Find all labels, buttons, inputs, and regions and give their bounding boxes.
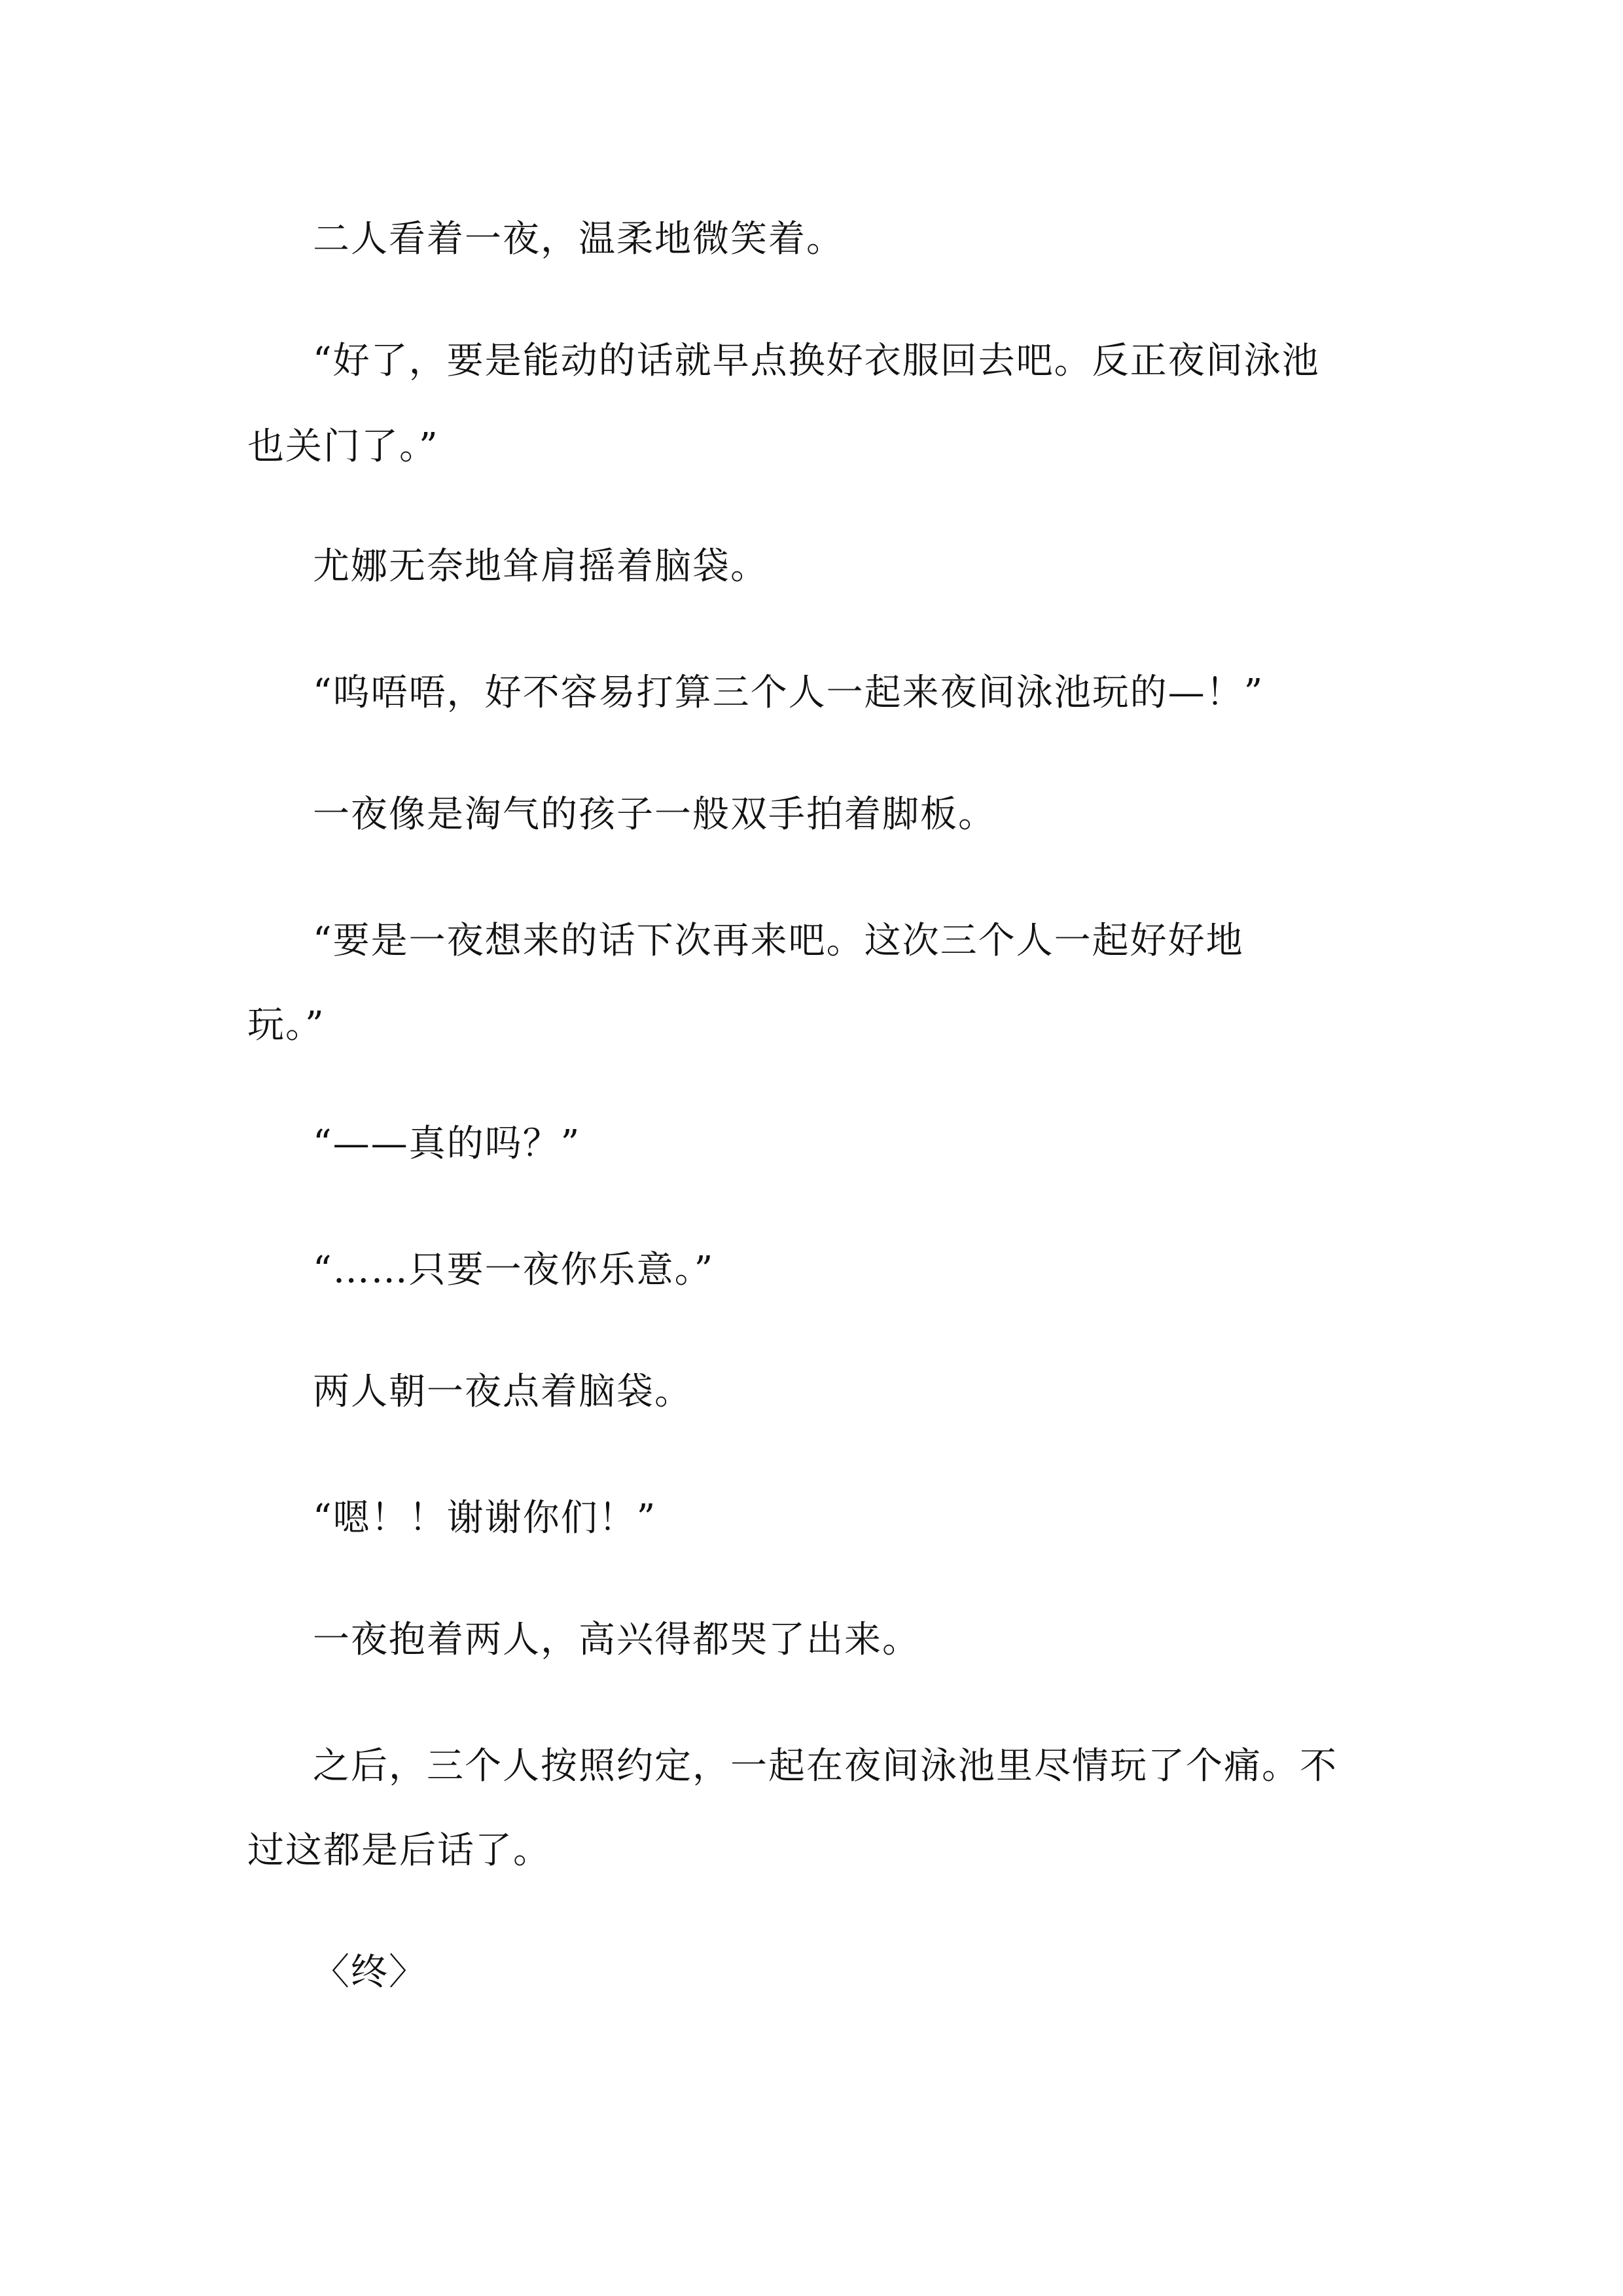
end-marker: 〈终〉 [313,1951,427,1994]
paragraph-line: 过这都是后话了。 [247,1829,551,1872]
paragraph-line: 一夜像是淘气的孩子一般双手拍着脚板。 [313,793,996,836]
paragraph-line: 二人看着一夜，温柔地微笑着。 [313,218,844,260]
paragraph-line: 尤娜无奈地耸肩摇着脑袋。 [313,545,768,588]
paragraph-line: 两人朝一夜点着脑袋。 [313,1371,692,1413]
paragraph-line: “呜唔唔，好不容易打算三个人一起来夜间泳池玩的—！” [313,672,1264,714]
paragraph-line: 一夜抱着两人，高兴得都哭了出来。 [313,1619,920,1661]
paragraph-line: “好了，要是能动的话就早点换好衣服回去吧。反正夜间泳池 [313,340,1320,382]
paragraph-line: “嗯！！谢谢你们！” [313,1497,657,1539]
paragraph-line: “要是一夜想来的话下次再来吧。这次三个人一起好好地 [313,920,1244,962]
paragraph-line: 也关门了。” [247,425,439,468]
paragraph-line: “——真的吗？” [313,1122,581,1165]
paragraph-line: “……只要一夜你乐意。” [313,1249,715,1291]
paragraph-line: 之后，三个人按照约定，一起在夜间泳池里尽情玩了个痛。不 [313,1745,1338,1787]
paragraph-line: 玩。” [247,1004,325,1047]
